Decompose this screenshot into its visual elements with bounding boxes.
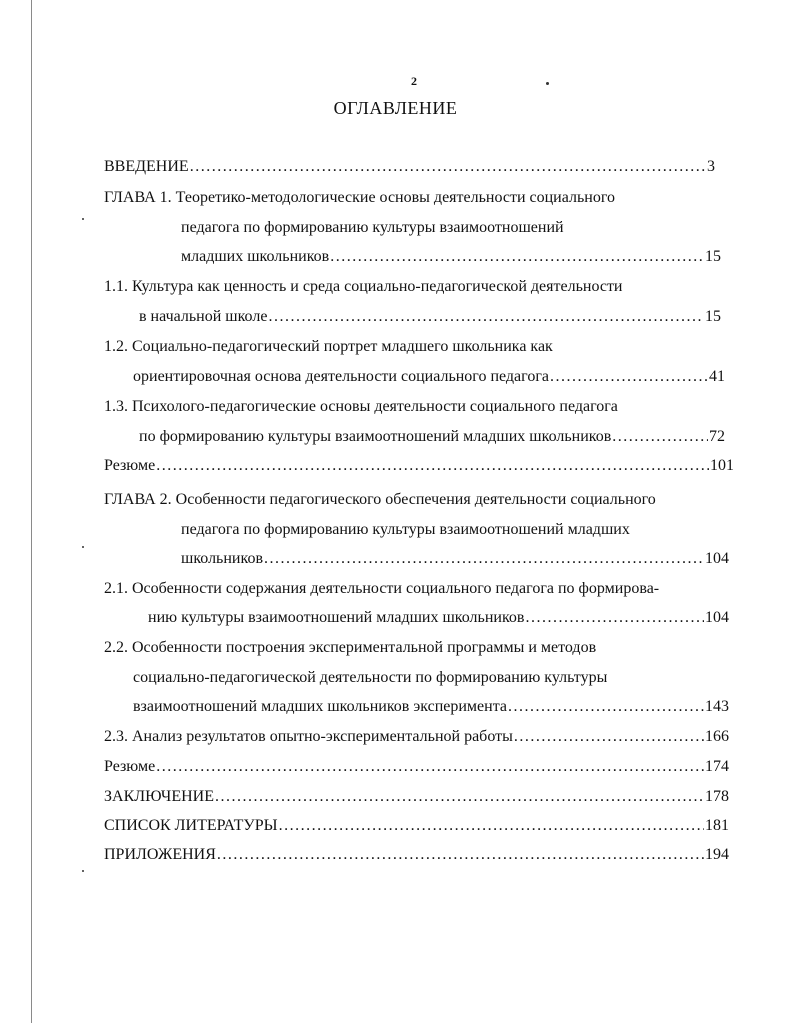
scan-speck (82, 218, 84, 220)
toc-entry-chapter1 (181, 247, 721, 267)
toc-entry-conclusion (104, 787, 729, 807)
toc-entry-title: по формированию культуры взаимоотношений младших школьников (139, 428, 612, 445)
toc-entry-page: 15 (705, 308, 721, 325)
toc-s2-2-line1: 2.2. Особенности построения экспериментальной программы и методов (104, 639, 597, 656)
toc-entry-title: школьников (181, 550, 263, 567)
dot-leader (268, 307, 704, 327)
toc-s1-3-line1: 1.3. Психолого-педагогические основы деятельности социального педагога (104, 398, 618, 415)
dot-leader (612, 427, 708, 447)
toc-entry-page: 15 (705, 248, 721, 265)
toc-entry-title: в начальной школе (139, 308, 268, 325)
toc-entry-page: 72 (709, 428, 725, 445)
toc-chapter1-line1: ГЛАВА 1. Теоретико-методологические основы деятельности социального (104, 189, 615, 206)
toc-entry-s2-3 (104, 727, 729, 747)
dot-leader (508, 697, 704, 717)
toc-entry-title: 2.3. Анализ результатов опытно-экспериментальной работы (104, 728, 513, 745)
dot-leader (279, 816, 704, 836)
toc-entry-s1-2 (133, 367, 725, 387)
toc-entry-page: 174 (705, 758, 729, 775)
toc-entry-summary2 (104, 757, 729, 777)
scan-speck (82, 546, 84, 548)
toc-entry-title: нию культуры взаимоотношений младших школьников (148, 609, 525, 626)
dot-leader (156, 456, 709, 476)
dot-leader (550, 367, 708, 387)
toc-entry-title: Резюме (104, 457, 156, 474)
toc-entry-references (104, 816, 729, 836)
toc-entry-page: 143 (705, 698, 729, 715)
toc-s1-1-line1: 1.1. Культура как ценность и среда социально-педагогической деятельности (104, 278, 623, 295)
toc-entry-page: 104 (705, 609, 729, 626)
toc-entry-page: 104 (705, 550, 729, 567)
dot-leader (330, 247, 704, 267)
toc-entry-page: 166 (705, 728, 729, 745)
toc-entry-page: 41 (709, 368, 725, 385)
toc-chapter1-line2: педагога по формированию культуры взаимоотношений (181, 219, 564, 236)
toc-s1-2-line1: 1.2. Социально-педагогический портрет младшего школьника как (104, 338, 553, 355)
toc-entry-page: 178 (705, 788, 729, 805)
page-number: 2 (411, 74, 417, 88)
toc-entry-page: 194 (705, 846, 729, 863)
toc-entry-title: СПИСОК ЛИТЕРАТУРЫ (104, 817, 278, 834)
page-left-edge (31, 0, 32, 1023)
dot-leader (190, 157, 706, 177)
dot-leader (215, 787, 704, 807)
toc-entry-s2-1 (148, 608, 729, 628)
toc-entry-title: ориентировочная основа деятельности социального педагога (133, 368, 549, 385)
toc-s2-2-line2: социально-педагогической деятельности по формированию культуры (133, 669, 608, 686)
toc-entry-intro (104, 157, 715, 177)
toc-entry-title: ВВЕДЕНИЕ (104, 158, 189, 175)
toc-entry-title: Резюме (104, 758, 156, 775)
dot-leader (217, 845, 704, 865)
scan-speck (82, 870, 84, 872)
toc-entry-title: ЗАКЛЮЧЕНИЕ (104, 788, 214, 805)
dot-leader (156, 757, 704, 777)
toc-entry-title: взаимоотношений младших школьников эксперимента (133, 698, 507, 715)
toc-entry-title: младших школьников (181, 248, 330, 265)
toc-entry-title: ПРИЛОЖЕНИЯ (104, 846, 216, 863)
toc-entry-summary1 (104, 456, 734, 476)
toc-chapter2-line2: педагога по формированию культуры взаимоотношений младших (181, 521, 630, 538)
toc-entry-chapter2 (181, 549, 729, 569)
toc-entry-page: 101 (710, 457, 734, 474)
toc-entry-page: 181 (705, 817, 729, 834)
toc-entry-page: 3 (707, 158, 715, 175)
toc-entry-s1-3 (139, 427, 725, 447)
dot-leader (264, 549, 704, 569)
toc-entry-appendices (104, 845, 729, 865)
toc-entry-s1-1 (139, 307, 721, 327)
dot-leader (514, 727, 704, 747)
toc-chapter2-line1: ГЛАВА 2. Особенности педагогического обеспечения деятельности социального (104, 491, 656, 508)
toc-entry-s2-2 (133, 697, 729, 717)
page-title: ОГЛАВЛЕНИЕ (333, 98, 458, 118)
scan-speck (546, 82, 549, 85)
toc-s2-1-line1: 2.1. Особенности содержания деятельности социального педагога по формирова- (104, 580, 660, 597)
dot-leader (525, 608, 704, 628)
